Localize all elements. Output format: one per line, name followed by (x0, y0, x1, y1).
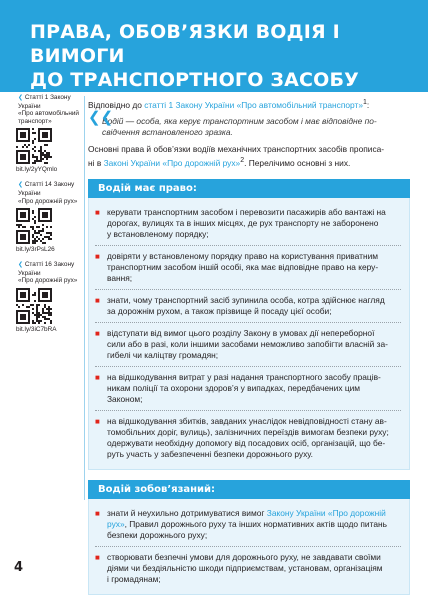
list-item: ■ знати, чому транспортний засіб зупинила особа, котра здійснює нагляд за дорожнім рухом, а також прізвище й посаду цієї особи; (95, 290, 401, 323)
qr-caption: ❮ Статті 16 Закону України «Про дорожній рух» (18, 261, 78, 285)
qr-block (10, 261, 82, 333)
list-item: ■ створювати безпечні умови для дорожнього руху, не завдавати своїми діями чи бездіяльністю шкоди підприємствам, установам, організаціям і громадянам; (95, 551, 383, 584)
rights-heading: Водій має право: (88, 179, 410, 198)
intro-text: Відповідно до статті 1 Закону України «Про автомобільний транспорт»$^1$: (88, 99, 370, 110)
qr-caption: ❮ Статті 14 Закону України «Про дорожній рух» (18, 181, 78, 205)
caption-marker-icon: ❮ (18, 262, 24, 269)
law-link[interactable]: рух» (107, 518, 125, 529)
qr-block (10, 181, 82, 253)
qr-link[interactable]: bit.ly/2yYQmlo (16, 166, 58, 174)
page-title-line-2: ДО ТРАНСПОРТНОГО ЗАСОБУ (30, 69, 360, 91)
bullet-icon: ■ (95, 328, 100, 338)
list-item: ■ знати й неухильно дотримуватися вимог Закону України «Про дорожній рух», Правил дорожнього руху та інших нормативних актів щодо питань безпеки дорожнього руху; (95, 503, 401, 547)
caption-marker-icon: ❮ (18, 182, 24, 189)
qr-caption: ❮ Статті 1 Закону України «Про автомобільний транспорт» (18, 94, 80, 125)
bullet-icon: ■ (95, 295, 100, 305)
bullet-icon: ■ (95, 508, 100, 518)
duties-heading: Водій зобов’язаний: (88, 480, 410, 499)
bullet-icon: ■ (95, 251, 100, 261)
duties-box (88, 499, 410, 595)
page-title-line-1: ПРАВА, ОБОВ’ЯЗКИ ВОДІЯ І ВИМОГИ (30, 21, 340, 67)
list-item: ■ на відшкодування витрат у разі надання транспортного засобу праців- никам поліції та охорони здоров’я у випадках, передбачених цим Законом; (95, 367, 401, 411)
quote-mark-icon: ❮❮ (88, 107, 114, 126)
qr-link[interactable]: bit.ly/3iC7bRA (16, 325, 57, 333)
main-content (88, 97, 410, 595)
definition-quote: ❮❮ Водій — особа, яка керує транспортним засобом і має відповідне по- свідчення встановленого зразка. (88, 107, 377, 137)
title-banner (0, 0, 428, 92)
qr-link[interactable]: bit.ly/3rPsL26 (16, 246, 55, 254)
law-link[interactable]: статті 1 Закону України «Про автомобільний транспорт» (144, 99, 364, 110)
bullet-icon: ■ (95, 552, 100, 562)
law-link[interactable]: Законі України «Про дорожній рух» (103, 157, 241, 168)
bullet-icon: ■ (95, 416, 100, 426)
qr-code-icon[interactable] (16, 128, 52, 164)
rights-box (88, 198, 410, 470)
bullet-icon: ■ (95, 207, 100, 217)
caption-marker-icon: ❮ (18, 95, 24, 101)
qr-block (10, 94, 82, 173)
bullet-icon: ■ (95, 372, 100, 382)
qr-code-icon[interactable] (16, 288, 52, 324)
qr-code-icon[interactable] (16, 208, 52, 244)
qr-sidebar (10, 94, 82, 341)
sidebar-divider (84, 96, 85, 500)
summary-paragraph: Основні права й обов’язки водіїв механічних транспортних засобів прописа- ні в Законі України «Про дорожній рух»$^2$. Перелічимо основні з них. (88, 143, 385, 168)
law-link[interactable]: Закону України «Про дорожній (266, 507, 386, 518)
list-item: ■ довіряти у встановленому порядку право на користування приватним транспортним засобом іншій особі, яка має відповідне право на керу- вання; (95, 246, 401, 290)
page-title (30, 20, 428, 92)
list-item: ■ керувати транспортним засобом і перевозити пасажирів або вантажі на дорогах, вулицях та в інших місцях, де рух транспорту не заборонено у встановленому порядку; (95, 202, 401, 246)
page-number: 4 (14, 560, 24, 575)
list-item: ■ на відшкодування збитків, завданих унаслідок невідповідності стану ав- томобільних доріг, вулиць), залізничних переїздів вимогам безпеки руху; одержувати необхідну допомогу від посадових осіб, організацій, що бе- руть участь у забезпеченні безпеки дорожнього руху. (95, 415, 389, 459)
list-item: ■ відступати від вимог цього розділу Закону в умовах дії непереборної сили або в разі, коли іншими засобами неможливо запобігти власній за- гибелі чи каліцтву громадян; (95, 323, 401, 367)
